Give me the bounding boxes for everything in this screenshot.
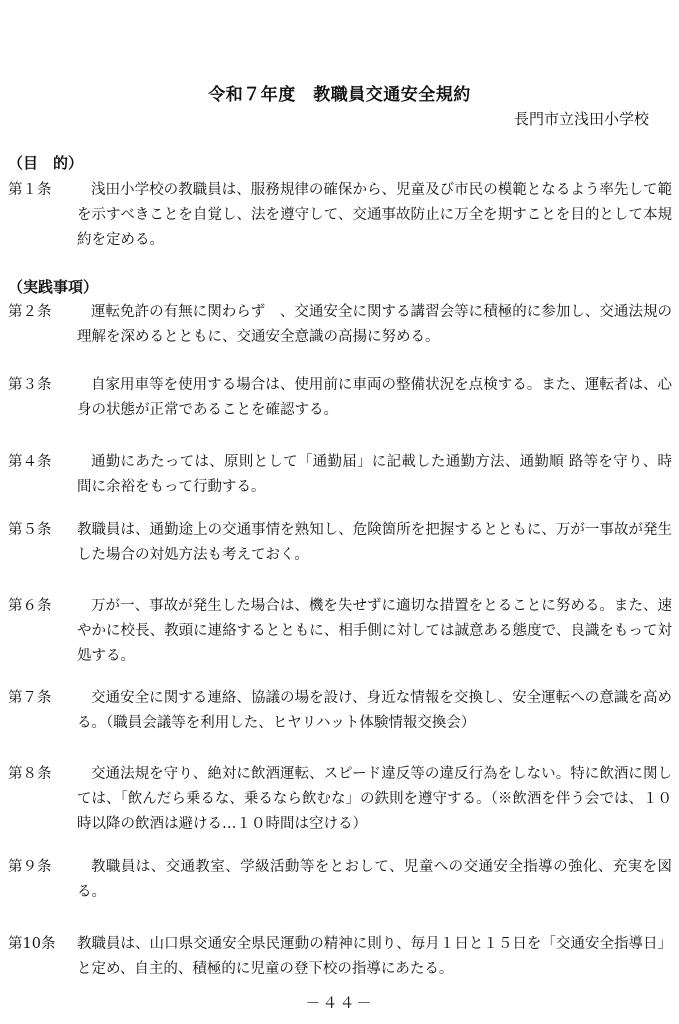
- article-text: 運転免許の有無に関わらず 、交通安全に関する講習会等に積極的に参加し、交通法規の理解を深めるとともに、交通安全意識の高揚に努める。: [77, 304, 672, 345]
- article-2: [8, 300, 672, 350]
- school-name: 長門市立浅田小学校: [513, 110, 649, 128]
- article-label: 第１条: [8, 182, 52, 198]
- article-label: 第６条: [8, 598, 52, 614]
- article-text: 教職員は、山口県交通安全県民運動の精神に則り、毎月１日と１５日を「交通安全指導日」と定め、自主的、積極的に児童の登下校の指導にあたる。: [77, 936, 672, 977]
- article-label: 第10条: [8, 936, 56, 952]
- article-text: 交通法規を守り、絶対に飲酒運転、スピード違反等の違反行為をしない。特に飲酒に関しては、「飲んだら乗るな、乗るなら飲むな」の鉄則を遵守する。（※飲酒を伴う会では、１０時以降の飲酒は避ける…１０時間は空ける）: [77, 766, 672, 832]
- article-text: 交通安全に関する連絡、協議の場を設け、身近な情報を交換し、安全運転への意識を高める。（職員会議等を利用した、ヒヤリハット体験情報交換会）: [77, 690, 672, 731]
- article-label: 第４条: [8, 454, 52, 470]
- article-1: [8, 178, 672, 253]
- article-text: 教職員は、通勤途上の交通事情を熟知し、危険箇所を把握するとともに、万が一事故が発生した場合の対処方法も考えておく。: [77, 522, 672, 563]
- section-heading-purpose: （目 的）: [8, 154, 84, 172]
- article-label: 第８条: [8, 766, 52, 782]
- article-text: 教職員は、交通教室、学級活動等をとおして、児童への交通安全指導の強化、充実を図る。: [77, 859, 672, 900]
- article-text: 通勤にあたっては、原則として「通勤届」に記載した通勤方法、通勤順 路等を守り、時間に余裕をもって行動する。: [77, 454, 672, 495]
- article-3: [8, 373, 672, 423]
- article-6: [8, 594, 672, 669]
- article-4: [8, 450, 672, 500]
- article-8: [8, 762, 672, 837]
- page-number: －４４－: [305, 994, 374, 1012]
- article-text: 万が一、事故が発生した場合は、機を失せずに適切な措置をとることに努める。また、速やかに校長、教頭に連絡するとともに、相手側に対しては誠意ある態度で、良識をもって対処する。: [77, 598, 672, 664]
- page-title: 令和７年度 教職員交通安全規約: [208, 85, 471, 105]
- article-label: 第３条: [8, 377, 52, 393]
- article-label: 第５条: [8, 522, 52, 538]
- article-5: [8, 518, 672, 568]
- article-9: [8, 855, 672, 905]
- article-text: 浅田小学校の教職員は、服務規律の確保から、児童及び市民の模範となるよう率先して範を示すべきことを自覚し、法を遵守して、交通事故防止に万全を期すことを目的として本規約を定める。: [77, 182, 672, 248]
- section-heading-practice: （実践事項）: [8, 278, 99, 296]
- article-10: [8, 932, 672, 982]
- article-label: 第２条: [8, 304, 52, 320]
- article-label: 第９条: [8, 859, 52, 875]
- article-label: 第７条: [8, 690, 52, 706]
- article-7: [8, 686, 672, 736]
- article-text: 自家用車等を使用する場合は、使用前に車両の整備状況を点検する。また、運転者は、心身の状態が正常であることを確認する。: [77, 377, 672, 418]
